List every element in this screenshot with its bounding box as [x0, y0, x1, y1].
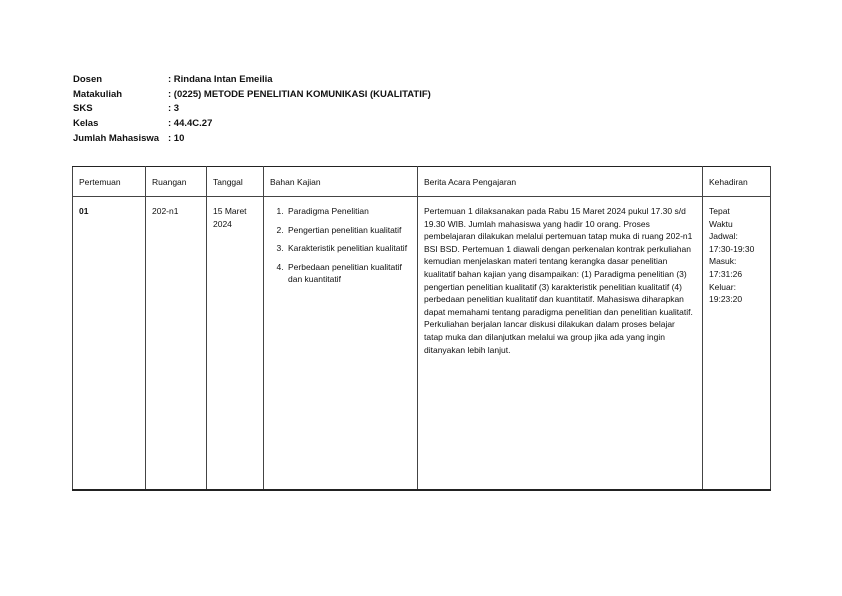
attendance-table	[72, 166, 771, 491]
column-header: Berita Acara Pengajaran	[418, 167, 703, 197]
course-info	[73, 73, 431, 147]
kehadiran-line: 17:30-19:30	[709, 243, 755, 254]
cell-berita-acara: Pertemuan 1 dilaksanakan pada Rabu 15 Maret 2024 pukul 17.30 s/d 19.30 WIB. Jumlah mahasiswa yang hadir 10 orang. Proses pembelajaran dilakukan melalui pertemuan tatap muka di ruang 202-n1 BSI BSD. Pertemuan 1 diawali dengan perkenalan kontrak perkuliahan kemudian menjelaskan materi tentang kerangka dasar penelitian kualitatif bahan kajian yang disampaikan: (1) Paradigma penelitian (3) pengertian penelitian kualitatif (3) karakteristik penelitian kualitatif (4) perbedaan penelitian kualitatif dan kuantitatif. Mahasiswa diharapkan dapat memahami tentang paradigma penelitian dan penelitian kualitatif. Perkuliahan berjalan lancar diskusi dilakukan dalam proses belajar tatap muka dan dilanjutkan melalui wa group jika ada yang ingin ditanyakan lebih lanjut.	[418, 197, 703, 491]
column-header: Pertemuan	[73, 167, 146, 197]
cell-pertemuan: 01	[73, 197, 146, 491]
kehadiran-line: Tepat	[709, 206, 730, 216]
kehadiran-line: Waktu	[709, 218, 733, 229]
kehadiran-line: Masuk:	[709, 256, 737, 267]
info-value: : Rindana Intan Emeilia	[168, 74, 273, 85]
column-header: Tanggal	[207, 167, 264, 197]
list-item: 3. Karakteristik penelitian kualitatif	[286, 242, 411, 255]
info-row-kelas	[73, 117, 431, 132]
cell-kehadiran	[703, 197, 771, 491]
cell-bahan-kajian	[264, 197, 418, 491]
kehadiran-line: Jadwal:	[709, 231, 738, 242]
list-item: 4. Perbedaan penelitian kualitatif dan kuantitatif	[286, 261, 411, 286]
kehadiran-line: 19:23:20	[709, 294, 743, 305]
kehadiran-line: 17:31:26	[709, 268, 743, 279]
cell-tanggal: 15 Maret 2024	[207, 197, 264, 491]
info-label: Jumlah Mahasiswa	[73, 132, 160, 144]
column-header: Kehadiran	[703, 167, 771, 197]
info-label: Matakuliah	[73, 88, 123, 100]
info-label: SKS	[73, 103, 93, 115]
kehadiran-line: Keluar:	[709, 281, 736, 292]
info-row-matakuliah	[73, 88, 431, 103]
column-header: Ruangan	[146, 167, 207, 197]
info-label: Kelas	[73, 118, 99, 130]
info-row-dosen	[73, 73, 431, 88]
info-row-sks	[73, 102, 431, 117]
info-value: : (0225) METODE PENELITIAN KOMUNIKASI (KUALITATIF)	[168, 88, 431, 100]
info-row-jumlah-mahasiswa	[73, 132, 431, 147]
list-item: 1. Paradigma Penelitian	[286, 205, 411, 218]
topic-list	[270, 205, 411, 286]
list-item: 2. Pengertian penelitian kualitatif	[286, 224, 411, 237]
table-header-row	[73, 167, 771, 197]
info-value: : 10	[168, 132, 185, 144]
info-value: : 3	[168, 103, 180, 115]
column-header: Bahan Kajian	[264, 167, 418, 197]
info-value: : 44.4C.27	[168, 118, 213, 130]
table-row	[73, 197, 771, 491]
cell-ruangan: 202-n1	[146, 197, 207, 491]
info-label: Dosen	[73, 74, 103, 85]
